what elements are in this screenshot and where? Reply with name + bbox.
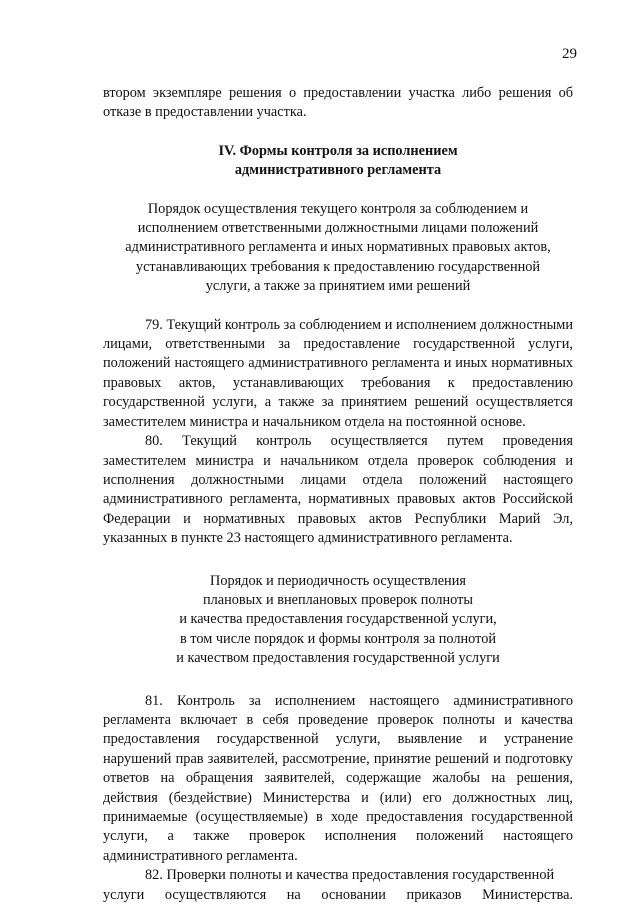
- subsection-2-line-2: плановых и внеплановых проверок полноты: [203, 591, 473, 608]
- section-title-line-1: IV. Формы контроля за исполнением: [218, 142, 458, 159]
- paragraph-79: 79. Текущий контроль за соблюдением и исполнением должностными лицами, ответственными за предоставление государственной услуги, положений настоящего административного регламента и иных нормативных правовых актов, устанавливающих требования к предоставлению государственной услуги, а также за принятием решений осуществляется заместителем министра и начальником отдела на постоянной основе.: [103, 316, 573, 430]
- subsection-2-line-3: и качества предоставления государственной услуги,: [179, 611, 497, 628]
- section-title: [103, 142, 573, 181]
- paragraph-81: 81. Контроль за исполнением настоящего административного регламента включает в себя проведение проверок полноты и качества предоставления государственной услуги, выявление и устранение нарушений прав заявителей, рассмотрение, принятие решений и подготовку ответов на обращения заявителей, содержащие жалобы на решения, действия (бездействие) Министерства и (или) его должностных лиц, принимаемые (осуществляемые) в ходе предоставления государственной услуги, а также проверок исполнения положений настоящего административного регламента.: [103, 692, 573, 864]
- subsection-heading-current-control: [103, 200, 573, 297]
- subsection-2-line-1: Порядок и периодичность осуществления: [210, 572, 466, 589]
- subsection-heading-inspections: [103, 572, 573, 669]
- subsection-1-line-2: исполнением ответственными должностными лицами положений: [137, 220, 539, 237]
- paragraph-82-line-2: услуги осуществляются на основании приказов Министерства.: [103, 886, 573, 903]
- section-title-line-2: административного регламента: [234, 162, 442, 179]
- subsection-1-line-1: Порядок осуществления текущего контроля за соблюдением и: [147, 200, 529, 217]
- subsection-2-line-4: в том числе порядок и формы контроля за полнотой: [179, 630, 496, 647]
- page-number: 29: [562, 46, 577, 62]
- page-content: [103, 84, 573, 905]
- intro-paragraph: втором экземпляре решения о предоставлении участка либо решения об отказе в предоставлении участка.: [103, 85, 573, 121]
- subsection-1-line-4: устанавливающих требования к предоставлению государственной: [135, 258, 541, 275]
- subsection-2-line-5: и качеством предоставления государственной услуги: [176, 650, 500, 667]
- paragraph-82-line-1: 82. Проверки полноты и качества предоставления государственной: [145, 867, 555, 884]
- subsection-1-line-5: услуги, а также за принятием ими решений: [205, 278, 471, 295]
- paragraph-80: 80. Текущий контроль осуществляется путем проведения заместителем министра и начальником отдела проверок соблюдения и исполнения должностными лицами отдела положений настоящего административного регламента, нормативных правовых актов Российской Федерации и нормативных правовых актов Республики Марий Эл, указанных в пункте 23 настоящего административного регламента.: [103, 433, 573, 547]
- subsection-1-line-3: административного регламента и иных нормативных правовых актов,: [125, 239, 551, 256]
